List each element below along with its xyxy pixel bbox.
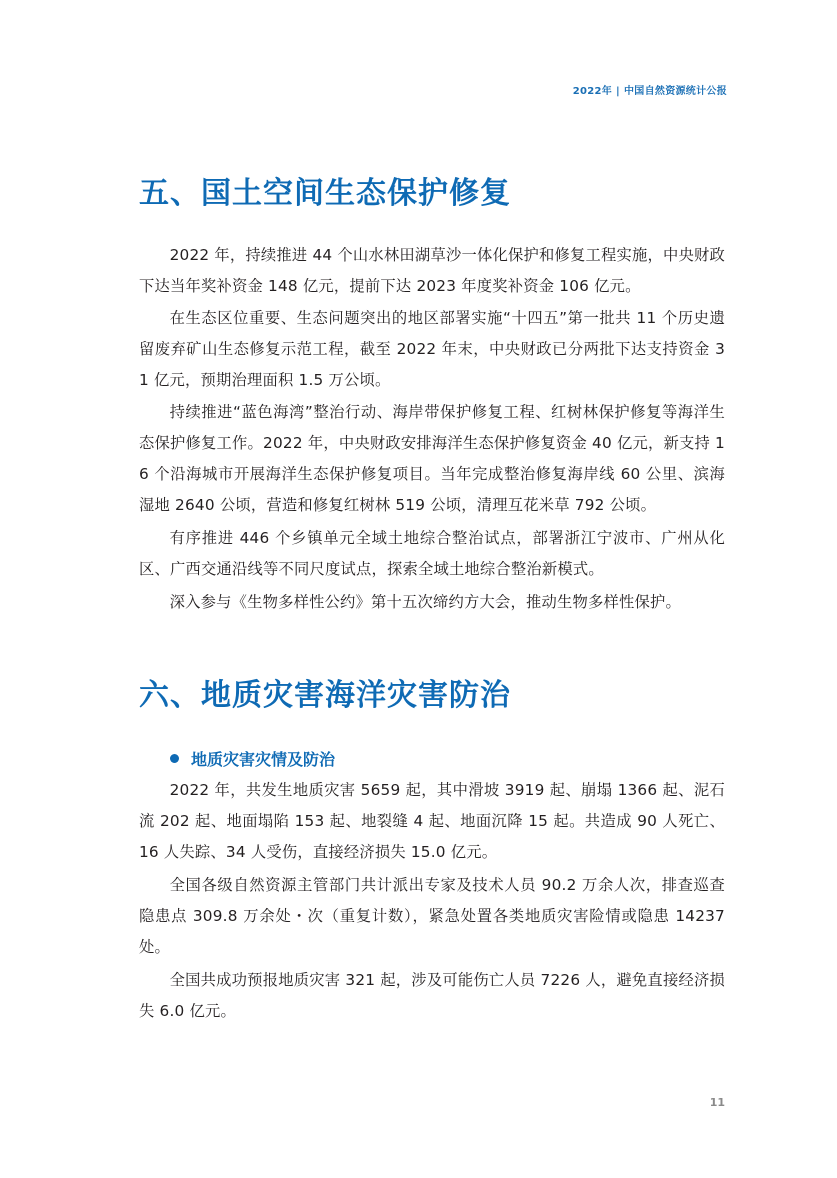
page-number: 11: [709, 1096, 725, 1109]
paragraph: 有序推进 446 个乡镇单元全域土地综合整治试点，部署浙江宁波市、广州从化区、广西交通沿线等不同尺度试点，探索全域土地综合整治新模式。: [139, 529, 725, 578]
paragraph: 持续推进“蓝色海湾”整治行动、海岸带保护修复工程、红树林保护修复等海洋生态保护修复工作。2022 年，中央财政安排海洋生态保护修复资金 40 亿元，新支持 16 个沿海城市开展海洋生态保护修复项目。当年完成整治修复海岸线 60 公里、滨海湿地 2640 公顷，营造和修复红树林 519 公顷，清理互花米草 792 公顷。: [139, 403, 725, 514]
paragraph: 深入参与《生物多样性公约》第十五次缔约方大会，推动生物多样性保护。: [169, 593, 681, 611]
header-separator: |: [616, 86, 620, 97]
running-header: [573, 82, 727, 97]
paragraph: 2022 年，共发生地质灾害 5659 起，其中滑坡 3919 起、崩塌 1366 起、泥石流 202 起、地面塌陷 153 起、地裂缝 4 起、地面沉降 15 起。共造成 90 人死亡、16 人失踪、34 人受伤，直接经济损失 15.0 亿元。: [139, 781, 725, 861]
subheading-geological-disasters: [170, 747, 335, 770]
paragraph: 全国各级自然资源主管部门共计派出专家及技术人员 90.2 万余人次，排查巡查隐患点 309.8 万余处・次（重复计数），紧急处置各类地质灾害险情或隐患 14237 处。: [139, 876, 725, 956]
section-title-disaster-prevention: 六、地质灾害海洋灾害防治: [139, 678, 511, 713]
header-title: 中国自然资源统计公报: [624, 86, 727, 97]
paragraph: 在生态区位重要、生态问题突出的地区部署实施“十四五”第一批共 11 个历史遗留废弃矿山生态修复示范工程，截至 2022 年末，中央财政已分两批下达支持资金 31 亿元，预期治理面积 1.5 万公顷。: [139, 309, 725, 389]
subheading-text: 地质灾害灾情及防治: [191, 750, 336, 769]
bullet-dot-icon: [170, 754, 179, 763]
section-title-ecological-restoration: 五、国土空间生态保护修复: [139, 176, 511, 211]
paragraph: 2022 年，持续推进 44 个山水林田湖草沙一体化保护和修复工程实施，中央财政下达当年奖补资金 148 亿元，提前下达 2023 年度奖补资金 106 亿元。: [139, 246, 725, 295]
header-year: 2022年: [572, 86, 613, 97]
paragraph: 全国共成功预报地质灾害 321 起，涉及可能伤亡人员 7226 人，避免直接经济损失 6.0 亿元。: [139, 971, 725, 1020]
